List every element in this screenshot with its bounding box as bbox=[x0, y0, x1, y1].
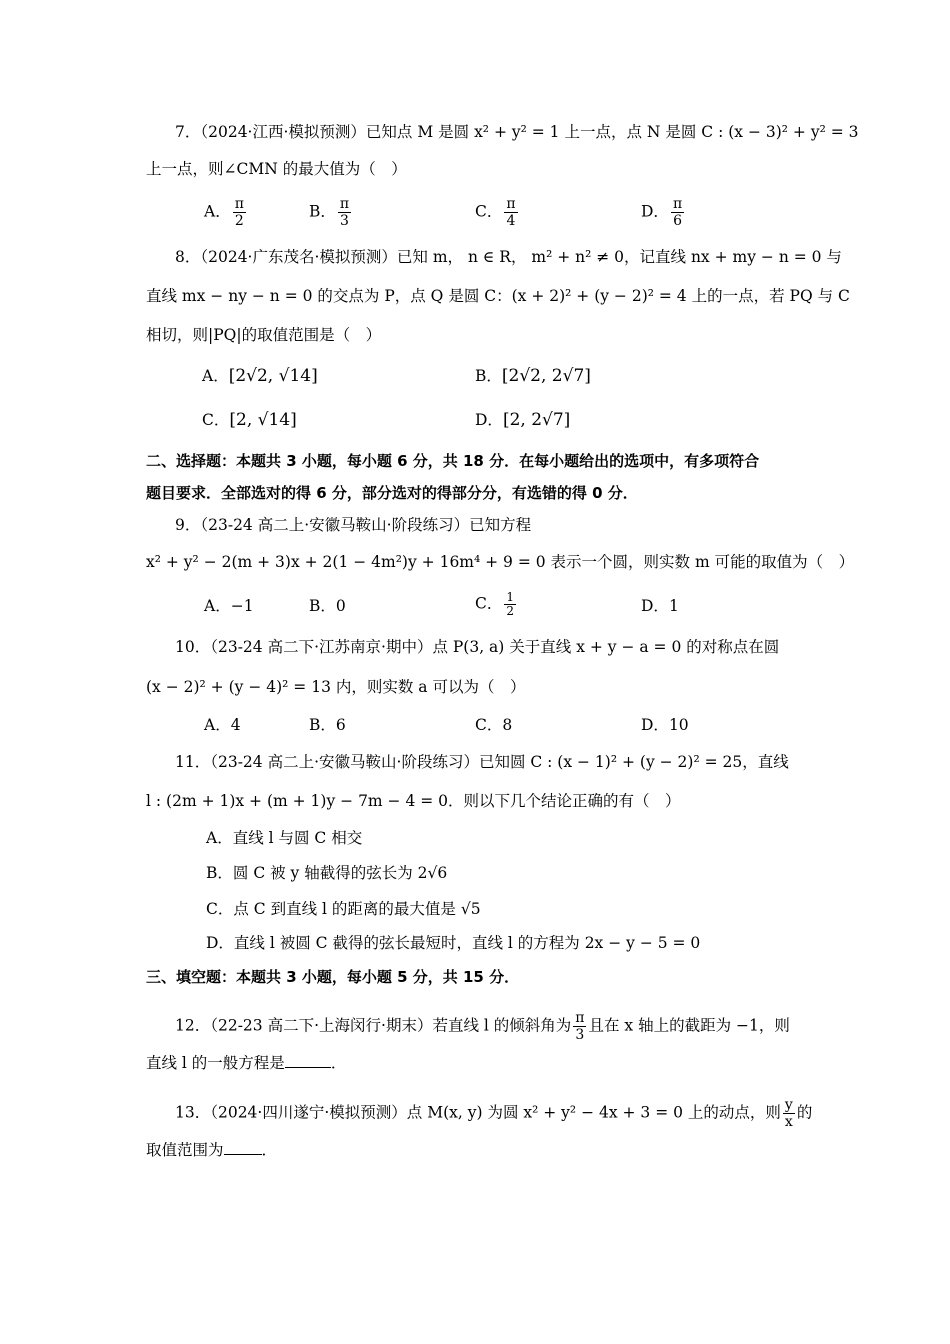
q11-option-d[interactable]: D．直线 l 被圆 C 截得的弦长最短时，直线 l 的方程为 2x − y − 5 = 0 bbox=[206, 934, 701, 952]
q8-option-b[interactable]: B．[2√2, 2√7] bbox=[475, 366, 591, 386]
fraction: $\frac{\pi}{6}$ bbox=[672, 196, 683, 229]
fraction: $\frac{y}{x}$ bbox=[784, 1097, 793, 1130]
q7-option-d[interactable]: D． $\frac{\pi}{6}$ bbox=[641, 196, 683, 229]
q11-line1: 11．（23-24 高二上·安徽马鞍山·阶段练习）已知圆 C : (x − 1)² + (y − 2)² = 25，直线 bbox=[175, 753, 789, 771]
q10-option-c[interactable]: C．8 bbox=[475, 716, 513, 734]
q13-line2: 取值范围为 ． bbox=[146, 1141, 278, 1159]
q9-option-d[interactable]: D．1 bbox=[641, 597, 679, 615]
q9-option-c[interactable]: C． $\frac{1}{2}$ bbox=[475, 590, 515, 618]
q9-option-b[interactable]: B．0 bbox=[309, 597, 346, 615]
q7-option-c[interactable]: C． $\frac{\pi}{4}$ bbox=[475, 196, 516, 229]
fraction: $\frac{1}{2}$ bbox=[506, 590, 515, 618]
q10-option-a[interactable]: A．4 bbox=[204, 716, 241, 734]
q8-line3: 相切，则|PQ|的取值范围是（ ） bbox=[146, 326, 382, 344]
q7-line2: 上一点，则∠CMN 的最大值为（ ） bbox=[146, 160, 407, 178]
q7-line1: 7．（2024·江西·模拟预测）已知点 M 是圆 x² + y² = 1 上一点，点 N 是圆 C : (x − 3)² + y² = 3 bbox=[175, 123, 859, 141]
q13-line1: 13．（2024·四川遂宁·模拟预测）点 M(x, y) 为圆 x² + y² − 4x + 3 = 0 上的动点，则 $\frac{y}{x}$ 的 bbox=[175, 1097, 813, 1130]
q8-option-d[interactable]: D．[2, 2√7] bbox=[475, 410, 571, 430]
section3-heading: 三、填空题：本题共 3 小题，每小题 5 分，共 15 分． bbox=[146, 968, 520, 986]
answer-blank[interactable] bbox=[285, 1053, 331, 1068]
q11-option-c[interactable]: C．点 C 到直线 l 的距离的最大值是 √5 bbox=[206, 900, 481, 918]
section2-heading-line2: 题目要求．全部选对的得 6 分，部分选对的得部分分，有选错的得 0 分． bbox=[146, 484, 638, 502]
fraction: $\frac{\pi}{4}$ bbox=[506, 196, 516, 229]
q8-option-a[interactable]: A．[2√2, √14] bbox=[202, 366, 318, 386]
q10-line1: 10．（23-24 高二下·江苏南京·期中）点 P(3, a) 关于直线 x + y − a = 0 的对称点在圆 bbox=[175, 638, 780, 656]
q12-line1: 12．（22-23 高二下·上海闵行·期末）若直线 l 的倾斜角为 $\frac{\pi}{3}$ 且在 x 轴上的截距为 −1，则 bbox=[175, 1010, 790, 1043]
q11-line2: l : (2m + 1)x + (m + 1)y − 7m − 4 = 0．则以下几个结论正确的有（ ） bbox=[146, 792, 681, 810]
q11-option-b[interactable]: B．圆 C 被 y 轴截得的弦长为 2√6 bbox=[206, 864, 448, 882]
q9-option-a[interactable]: A．−1 bbox=[204, 597, 254, 615]
fraction: $\frac{\pi}{3}$ bbox=[339, 196, 350, 229]
fraction: $\frac{\pi}{2}$ bbox=[234, 196, 244, 229]
q9-line2: x² + y² − 2(m + 3)x + 2(1 − 4m²)y + 16m⁴ + 9 = 0 表示一个圆，则实数 m 可能的取值为（ ） bbox=[146, 553, 855, 571]
q7-option-b[interactable]: B． $\frac{\pi}{3}$ bbox=[309, 196, 350, 229]
section2-heading-line1: 二、选择题：本题共 3 小题，每小题 6 分，共 18 分．在每小题给出的选项中，有多项符合 bbox=[146, 452, 760, 470]
q8-line1: 8．（2024·广东茂名·模拟预测）已知 m， n ∈ R， m² + n² ≠ 0，记直线 nx + my − n = 0 与 bbox=[175, 248, 842, 266]
q10-option-d[interactable]: D．10 bbox=[641, 716, 689, 734]
q8-line2: 直线 mx − ny − n = 0 的交点为 P，点 Q 是圆 C：(x + 2)² + (y − 2)² = 4 上的一点，若 PQ 与 C bbox=[146, 287, 850, 305]
answer-blank[interactable] bbox=[224, 1140, 262, 1155]
q10-option-b[interactable]: B．6 bbox=[309, 716, 346, 734]
q12-line2: 直线 l 的一般方程是 ． bbox=[146, 1054, 347, 1072]
q9-line1: 9．（23-24 高二上·安徽马鞍山·阶段练习）已知方程 bbox=[175, 516, 532, 534]
q11-option-a[interactable]: A．直线 l 与圆 C 相交 bbox=[206, 829, 363, 847]
fraction: $\frac{\pi}{3}$ bbox=[575, 1010, 585, 1043]
q10-line2: (x − 2)² + (y − 4)² = 13 内，则实数 a 可以为（ ） bbox=[146, 678, 526, 696]
q8-option-c[interactable]: C．[2, √14] bbox=[202, 410, 297, 430]
q7-option-a[interactable]: A． $\frac{\pi}{2}$ bbox=[204, 196, 244, 229]
